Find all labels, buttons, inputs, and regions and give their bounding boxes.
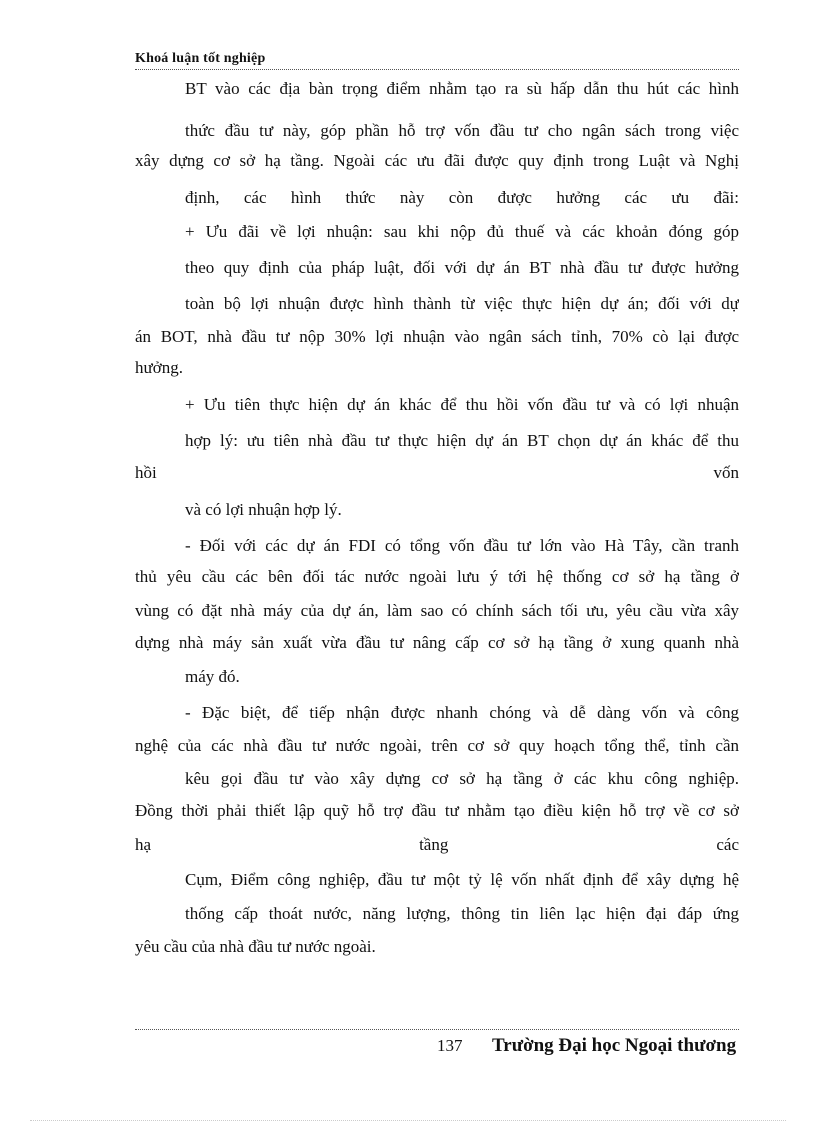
- page-number: 137: [437, 1036, 463, 1055]
- document-header-title: Khoá luận tốt nghiệp: [135, 51, 266, 66]
- body-line: hưởng.: [135, 358, 183, 377]
- body-line: toàn bộ lợi nhuận được hình thành từ việc thực hiện dự án; đối với dự: [185, 294, 739, 313]
- body-line: BT vào các địa bàn trọng điểm nhằm tạo ra sù hấp dẫn thu hút các hình: [185, 79, 739, 98]
- footer-school-name: Trường Đại học Ngoại thương: [492, 1035, 737, 1056]
- body-line: thống cấp thoát nước, năng lượng, thông tin liên lạc hiện đại đáp ứng: [185, 904, 739, 923]
- body-line: theo quy định của pháp luật, đối với dự án BT nhà đầu tư được hưởng: [185, 258, 739, 277]
- body-line: nghệ của các nhà đầu tư nước ngoài, trên cơ sở quy hoạch tổng thể, tỉnh cần: [135, 736, 739, 755]
- body-line: Cụm, Điểm công nghiệp, đầu tư một tỷ lệ vốn nhất định để xây dựng hệ: [185, 870, 739, 889]
- body-line: thủ yêu cầu các bên đối tác nước ngoài lưu ý tới hệ thống cơ sở hạ tầng ở: [135, 567, 739, 586]
- body-line: Đồng thời phải thiết lập quỹ hỗ trợ đầu tư nhằm tạo điều kiện hỗ trợ về cơ sở: [135, 801, 739, 820]
- body-line: dựng nhà máy sản xuất vừa đầu tư nâng cấp cơ sở hạ tầng ở xung quanh nhà: [135, 633, 739, 652]
- body-line: + Ưu tiên thực hiện dự án khác để thu hồi vốn đầu tư và có lợi nhuận: [185, 395, 739, 414]
- body-line: hạ tầng các: [135, 835, 739, 854]
- body-line: - Đối với các dự án FDI có tổng vốn đầu tư lớn vào Hà Tây, cần tranh: [185, 536, 739, 555]
- body-line: - Đặc biệt, để tiếp nhận được nhanh chóng và dễ dàng vốn và công: [185, 703, 739, 722]
- body-line: hợp lý: ưu tiên nhà đầu tư thực hiện dự án BT chọn dự án khác để thu: [185, 431, 739, 450]
- body-line: thức đầu tư này, góp phần hỗ trợ vốn đầu tư cho ngân sách trong việc: [185, 121, 739, 140]
- body-line: định, các hình thức này còn được hưởng các ưu đãi:: [185, 188, 739, 207]
- body-line: máy đó.: [185, 667, 240, 686]
- footer-divider: [135, 1029, 739, 1030]
- body-line: vùng có đặt nhà máy của dự án, làm sao có chính sách tối ưu, yêu cầu vừa xây: [135, 601, 739, 620]
- body-line: hồi vốn: [135, 463, 739, 482]
- body-line: án BOT, nhà đầu tư nộp 30% lợi nhuận vào ngân sách tỉnh, 70% cò lại được: [135, 327, 739, 346]
- page-bottom-edge: [30, 1120, 786, 1121]
- body-line: xây dựng cơ sở hạ tầng. Ngoài các ưu đãi được quy định trong Luật và Nghị: [135, 151, 739, 170]
- body-line: kêu gọi đầu tư vào xây dựng cơ sở hạ tầng ở các khu công nghiệp.: [185, 769, 739, 788]
- body-line: và có lợi nhuận hợp lý.: [185, 500, 342, 519]
- header-divider: [135, 69, 739, 70]
- body-line: yêu cầu của nhà đầu tư nước ngoài.: [135, 937, 376, 956]
- body-line: + Ưu đãi về lợi nhuận: sau khi nộp đủ thuế và các khoản đóng góp: [185, 222, 739, 241]
